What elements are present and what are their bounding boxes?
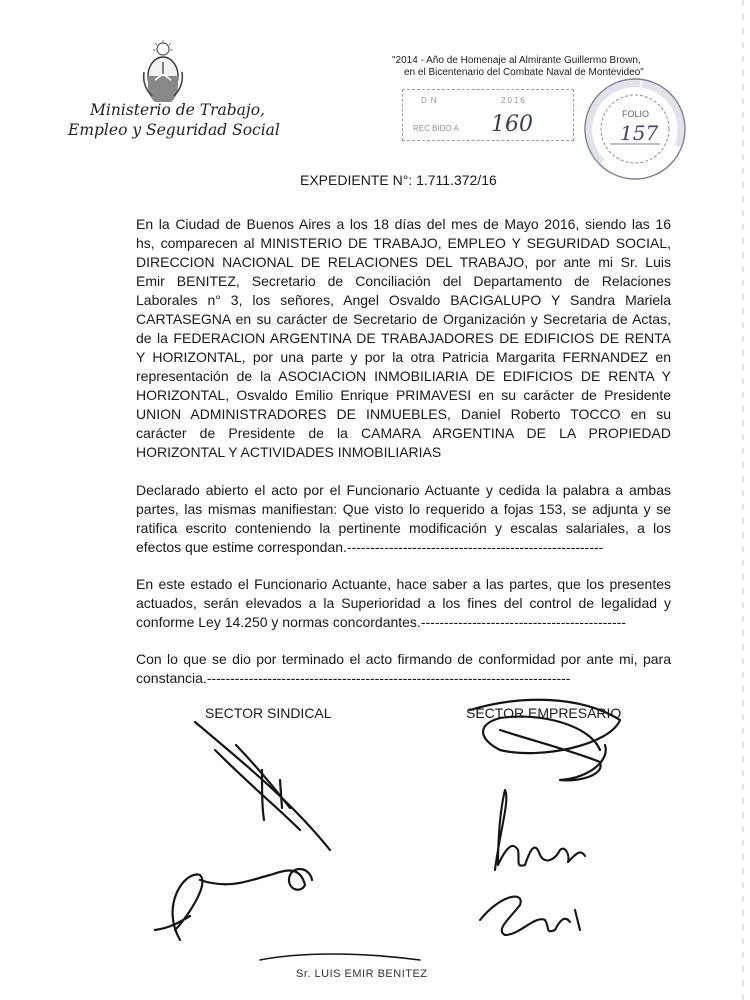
text-line: Declarado abierto el acto por el Funcionario Actuante y cedida la palabra a ambas (136, 482, 671, 498)
employer-signature-1 (470, 700, 620, 781)
paragraph-comparecencia (136, 215, 671, 462)
paragraph-declaracion (136, 481, 671, 557)
ministry-line-2: Empleo y Seguridad Social (68, 121, 280, 139)
folio-stamp-label: FOLIO (622, 109, 650, 119)
text-line: de la FEDERACION ARGENTINA DE TRABAJADORES DE EDIFICIOS DE RENTA (136, 330, 671, 346)
text-line: carácter de Presidente de la CAMARA ARGENTINA DE LA PROPIEDAD (136, 425, 671, 441)
ministry-line-1: Ministerio de Trabajo, (90, 101, 265, 119)
employer-signature-2 (495, 790, 585, 870)
sector-empresario-label: SECTOR EMPRESARIO (466, 705, 622, 721)
text-line: actuados, serán elevados a la Superioridad a los fines del control de legalidad y (136, 595, 671, 611)
motto-line-1: "2014 - Año de Homenaje al Almirante Guillermo Brown, (392, 55, 641, 66)
receipt-stamp-number: 160 (491, 112, 533, 137)
ministry-name (68, 100, 280, 140)
receipt-stamp-fragment-3: REC BIDO A (413, 124, 459, 133)
text-line: Emir BENITEZ, Secretario de Conciliación del Departamento de Relaciones (136, 273, 671, 289)
folio-stamp-number: 157 (620, 121, 659, 145)
text-line: UNION ADMINISTRADORES DE INMUEBLES, Daniel Roberto TOCCO en su (136, 406, 671, 422)
sector-sindical-label: SECTOR SINDICAL (205, 705, 332, 721)
union-signature-1 (195, 722, 330, 850)
receipt-stamp-fragment-2: 2016 (501, 96, 527, 105)
coat-of-arms-icon (140, 40, 186, 102)
case-number: EXPEDIENTE N°: 1.711.372/16 (300, 172, 497, 188)
receipt-stamp (402, 89, 574, 141)
text-line: ratifica escrito conteniendo la pertinente modificación y escalas salariales, a los (136, 520, 671, 536)
official-signature (260, 954, 420, 960)
motto-line-2: en el Bicentenario del Combate Naval de Montevideo" (404, 67, 644, 78)
text-line: partes, las mismas manifiestan: Que visto lo requerido a fojas 153, se adjunta y se (136, 501, 671, 517)
employer-signature-3 (480, 897, 580, 935)
text-line: Y HORIZONTAL, por una parte y por la otra Patricia Margarita FERNANDEZ en (136, 349, 671, 365)
text-line: constancia.------------------------------------------------------------------------------ (136, 670, 571, 686)
signatures-area (0, 690, 750, 1000)
text-line: hs, comparecen al MINISTERIO DE TRABAJO, EMPLEO Y SEGURIDAD SOCIAL, (136, 235, 671, 251)
paragraph-cierre (136, 650, 671, 688)
text-line: representación de la ASOCIACION INMOBILIARIA DE EDIFICIOS DE RENTA Y (136, 368, 671, 384)
paragraph-elevacion (136, 575, 671, 632)
text-line: Laborales n° 3, los señores, Angel Osvaldo BACIGALUPO Y Sandra Mariela (136, 292, 671, 308)
text-line: CARTASEGNA en su carácter de Secretario de Organización y Secretaria de Actas, (136, 311, 671, 327)
receipt-stamp-fragment-1: DN (421, 96, 441, 105)
text-line: HORIZONTAL, Osvaldo Emilio Enrique PRIMAVESI en su carácter de Presidente (136, 387, 671, 403)
text-line: DIRECCION NACIONAL DE RELACIONES DEL TRABAJO, por ante mi Sr. Luis (136, 254, 671, 270)
text-line: En este estado el Funcionario Actuante, hace saber a las partes, que los presentes (136, 576, 671, 592)
text-line: efectos que estime correspondan.------------------------------------------------------- (136, 539, 604, 555)
text-line: conforme Ley 14.250 y normas concordantes.-------------------------------------------- (136, 614, 626, 630)
text-line: Con lo que se dio por terminado el acto firmando de conformidad por ante mi, para (136, 651, 671, 667)
official-name-caption: Sr. LUIS EMIR BENITEZ (296, 968, 428, 980)
text-line: En la Ciudad de Buenos Aires a los 18 días del mes de Mayo 2016, siendo las 16 (136, 216, 671, 232)
text-line: HORIZONTAL Y ACTIVIDADES INMOBILIARIAS (136, 444, 442, 460)
folio-stamp (580, 74, 690, 184)
union-signature-2 (155, 869, 312, 940)
